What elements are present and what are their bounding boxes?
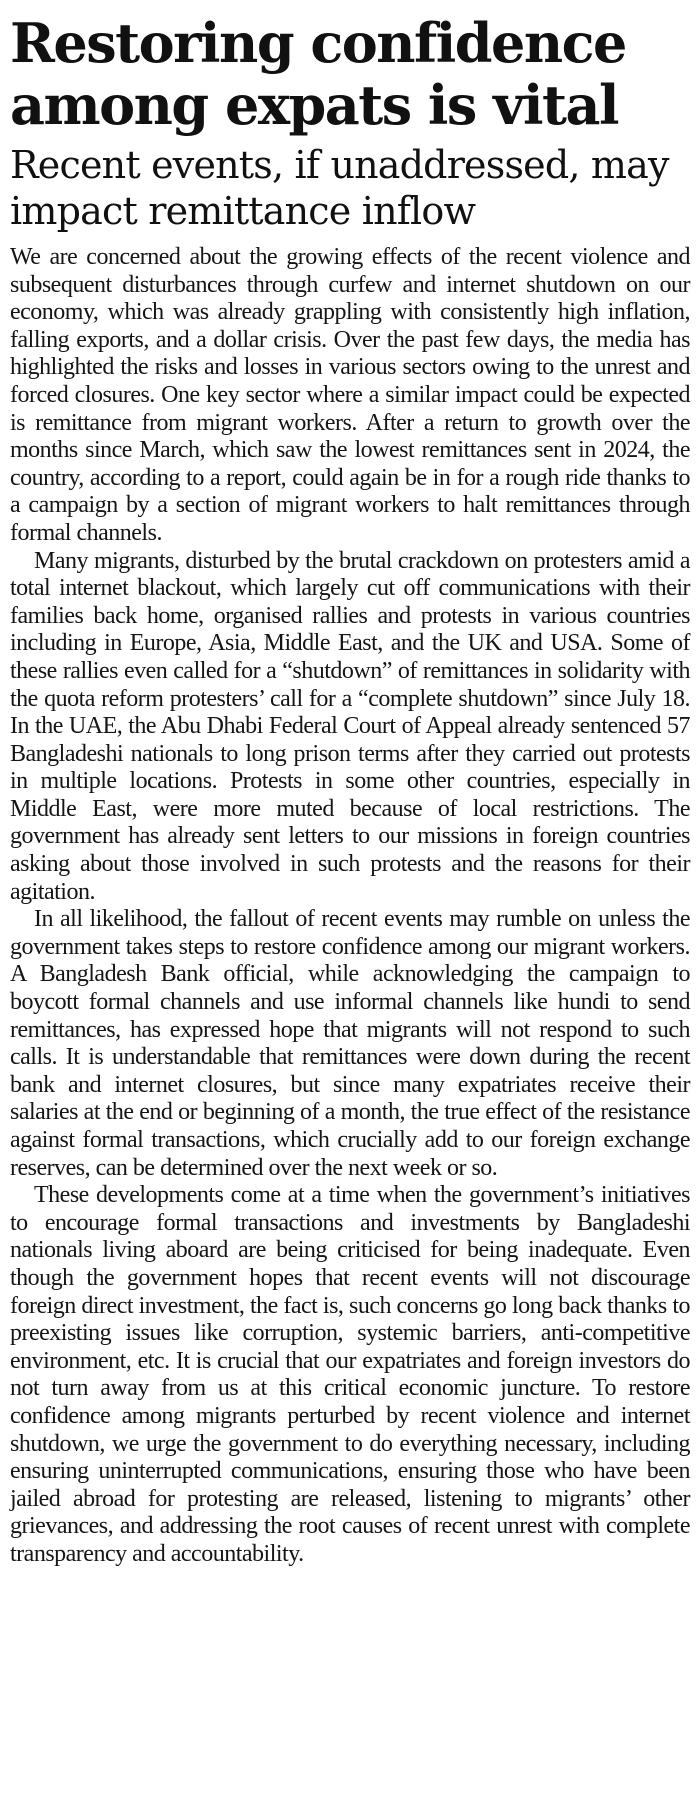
headline-line-2: among expats is vital bbox=[10, 73, 618, 137]
headline bbox=[10, 12, 690, 136]
article-body bbox=[10, 244, 690, 1569]
headline-line-1: Restoring confidence bbox=[10, 11, 626, 75]
subheadline-line-1: Recent events, if unaddressed, may bbox=[10, 143, 669, 187]
paragraph-4: These developments come at a time when the government’s initiatives to encourage formal transactions and investments by Bangladeshi nationals living aboard are being criticised for being inadequate. Even though the government hopes that recent events will not discourage foreign direct investment, the fact is, such concerns go long back thanks to preexisting issues like corruption, systemic barriers, anti-competitive environment, etc. It is crucial that our expatriates and foreign investors do not turn away from us at this critical economic juncture. To restore confidence among migrants perturbed by recent violence and internet shutdown, we urge the government to do everything necessary, including ensuring uninterrupted communications, ensuring those who have been jailed abroad for protesting are released, listening to migrants’ other grievances, and addressing the root causes of recent unrest with complete transparency and accountability. bbox=[10, 1182, 690, 1567]
paragraph-1: We are concerned about the growing effects of the recent violence and subsequent disturbances through curfew and internet shutdown on our economy, which was already grappling with consistently high inflation, falling exports, and a dollar crisis. Over the past few days, the media has highlighted the risks and losses in various sectors owing to the unrest and forced closures. One key sector where a similar impact could be expected is remittance from migrant workers. After a return to growth over the months since March, which saw the lowest remittances sent in 2024, the country, according to a report, could again be in for a rough ride thanks to a campaign by a section of migrant workers to halt remittances through formal channels. bbox=[10, 244, 690, 546]
subheadline bbox=[10, 142, 690, 234]
subheadline-line-2: impact remittance inflow bbox=[10, 189, 476, 233]
paragraph-2: Many migrants, disturbed by the brutal crackdown on protesters amid a total internet blackout, which largely cut off communications with their families back home, organised rallies and protests in various countries including in Europe, Asia, Middle East, and the UK and USA. Some of these rallies even called for a “shutdown” of remittances in solidarity with the quota reform protesters’ call for a “complete shutdown” since July 18. In the UAE, the Abu Dhabi Federal Court of Appeal already sentenced 57 Bangladeshi nationals to long prison terms after they carried out protests in multiple locations. Protests in some other countries, especially in Middle East, were more muted because of local restrictions. The government has already sent letters to our missions in foreign countries asking about those involved in such protests and the reasons for their agitation. bbox=[10, 547, 690, 905]
paragraph-3: In all likelihood, the fallout of recent events may rumble on unless the government takes steps to restore confidence among our migrant workers. A Bangladesh Bank official, while acknowledging the campaign to boycott formal channels and use informal channels like hundi to send remittances, has expressed hope that migrants will not respond to such calls. It is understandable that remittances were down during the recent bank and internet closures, but since many expatriates receive their salaries at the end or beginning of a month, the true effect of the resistance against formal transactions, which crucially add to our foreign exchange reserves, can be determined over the next week or so. bbox=[10, 906, 690, 1181]
